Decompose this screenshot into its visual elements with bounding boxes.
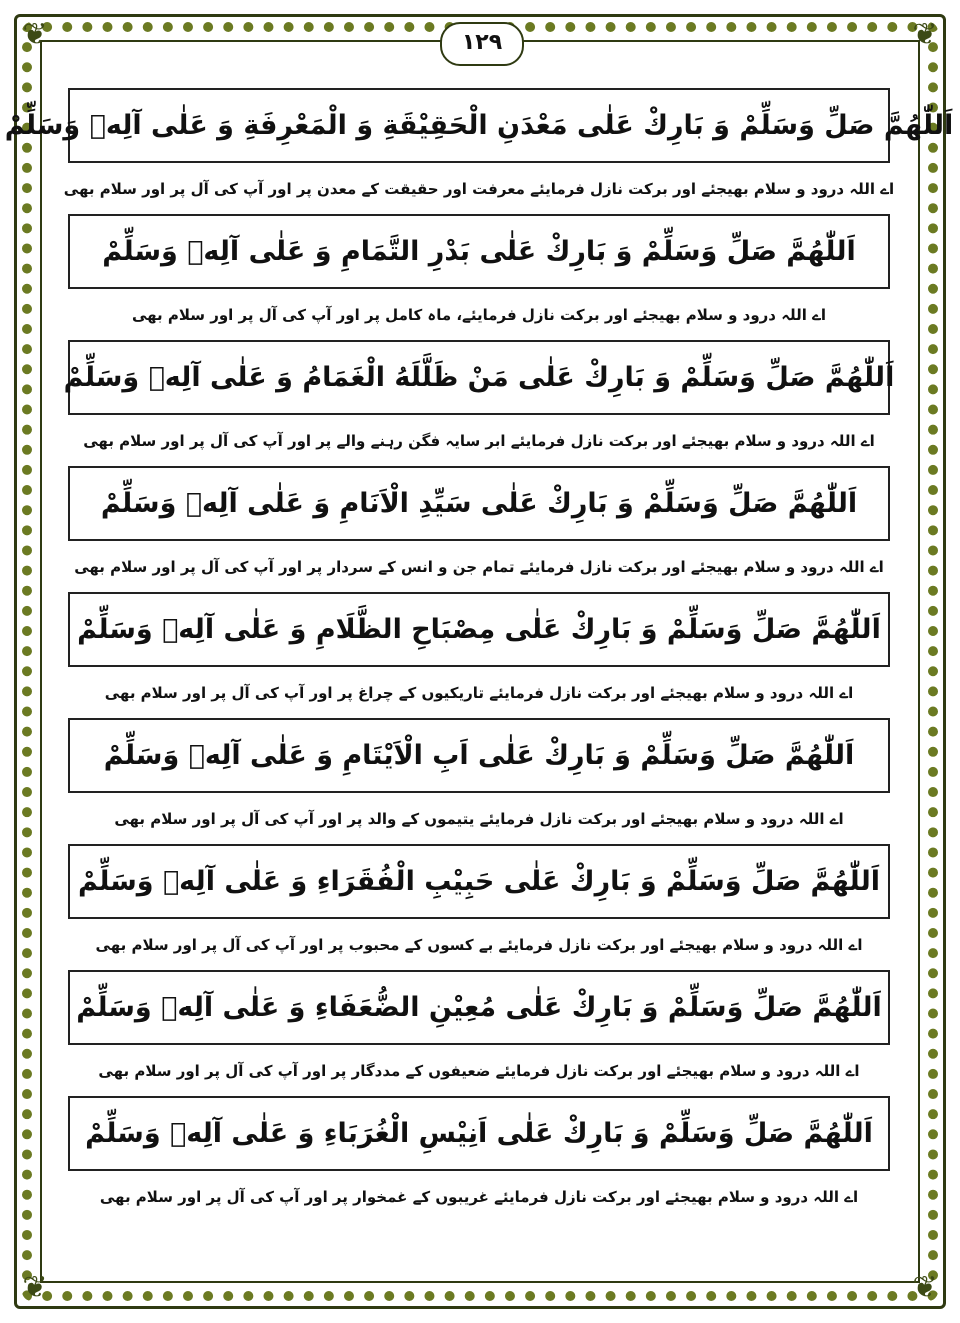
arabic-verse: اَللّٰهُمَّ صَلِّ وَسَلِّمْ وَ بَارِكْ عَلٰى سَيِّدِ الْاَنَامِ وَ عَلٰى آلِهٖ وَسَلِّمْ	[68, 466, 890, 541]
page-number: ١٢٩	[440, 22, 524, 66]
arabic-verse: اَللّٰهُمَّ صَلِّ وَسَلِّمْ وَ بَارِكْ عَلٰى اَنِيْسِ الْغُرَبَاءِ وَ عَلٰى آلِهٖ وَسَلِّمْ	[68, 1096, 890, 1171]
urdu-translation: اے اللہ درود و سلام بھیجئے اور برکت نازل فرمایئے تاریکیوں کے چراغ پر اور آپ کی آل پر اور سلام بھی	[104, 683, 854, 702]
urdu-translation: اے اللہ درود و سلام بھیجئے اور برکت نازل فرمایئے ضعیفوں کے مددگار پر اور آپ کی آل پر اور سلام بھی	[98, 1061, 860, 1080]
arabic-verse: اَللّٰهُمَّ صَلِّ وَسَلِّمْ وَ بَارِكْ عَلٰى اَبِ الْاَيْتَامِ وَ عَلٰى آلِهٖ وَسَلِّمْ	[68, 718, 890, 793]
urdu-translation: اے اللہ درود و سلام بھیجئے اور برکت نازل فرمایئے تمام جن و انس کے سردار پر اور آپ کی آل پر اور سلام بھی	[74, 557, 884, 576]
urdu-translation: اے اللہ درود و سلام بھیجئے اور برکت نازل فرمایئے ابر سایہ فگن رہنے والے پر اور آپ کی آل پر اور سلام بھی	[83, 431, 875, 450]
arabic-verse: اَللّٰهُمَّ صَلِّ وَسَلِّمْ وَ بَارِكْ عَلٰى مَنْ ظَلَّلَهُ الْغَمَامُ وَ عَلٰى آلِهٖ وَسَلِّمْ	[68, 340, 890, 415]
urdu-translation: اے اللہ درود و سلام بھیجئے اور برکت نازل فرمایئے معرفت اور حقیقت کے معدن پر اور آپ کی آل پر اور سلام بھی	[63, 179, 895, 198]
urdu-translation: اے اللہ درود و سلام بھیجئے اور برکت نازل فرمایئے غریبوں کے غمخوار پر اور آپ کی آل پر اور سلام بھی	[99, 1187, 859, 1206]
urdu-translation: اے اللہ درود و سلام بھیجئے اور برکت نازل فرمایئے بے کسوں کے محبوب پر اور آپ کی آل پر اور سلام بھی	[95, 935, 863, 954]
arabic-verse: اَللّٰهُمَّ صَلِّ وَسَلِّمْ وَ بَارِكْ عَلٰى حَبِيْبِ الْفُقَرَاءِ وَ عَلٰى آلِهٖ وَسَلِّمْ	[68, 844, 890, 919]
urdu-translation: اے اللہ درود و سلام بھیجئے اور برکت نازل فرمایئے یتیموں کے والد پر اور آپ کی آل پر اور سلام بھی	[114, 809, 844, 828]
arabic-verse: اَللّٰهُمَّ صَلِّ وَسَلِّمْ وَ بَارِكْ عَلٰى مَعْدَنِ الْحَقِيْقَةِ وَ الْمَعْرِفَةِ وَ عَلٰى آلِهٖ وَسَلِّمْ	[68, 88, 890, 163]
urdu-translation: اے اللہ درود و سلام بھیجئے اور برکت نازل فرمایئے، ماہ کامل پر اور آپ کی آل پر اور سلام بھی	[131, 305, 827, 324]
floral-ornament-icon: ❦	[912, 1270, 938, 1305]
floral-ornament-icon: ❦	[912, 17, 938, 52]
arabic-verse: اَللّٰهُمَّ صَلِّ وَسَلِّمْ وَ بَارِكْ عَلٰى بَدْرِ التَّمَامِ وَ عَلٰى آلِهٖ وَسَلِّمْ	[68, 214, 890, 289]
arabic-verse: اَللّٰهُمَّ صَلِّ وَسَلِّمْ وَ بَارِكْ عَلٰى مِصْبَاحِ الظَّلَامِ وَ عَلٰى آلِهٖ وَسَلِّمْ	[68, 592, 890, 667]
arabic-verse: اَللّٰهُمَّ صَلِّ وَسَلِّمْ وَ بَارِكْ عَلٰى مُعِيْنِ الضُّعَفَاءِ وَ عَلٰى آلِهٖ وَسَلِّمْ	[68, 970, 890, 1045]
durood-list	[4, 88, 954, 1222]
floral-ornament-icon: ❦	[22, 17, 48, 52]
floral-ornament-icon: ❦	[22, 1270, 48, 1305]
